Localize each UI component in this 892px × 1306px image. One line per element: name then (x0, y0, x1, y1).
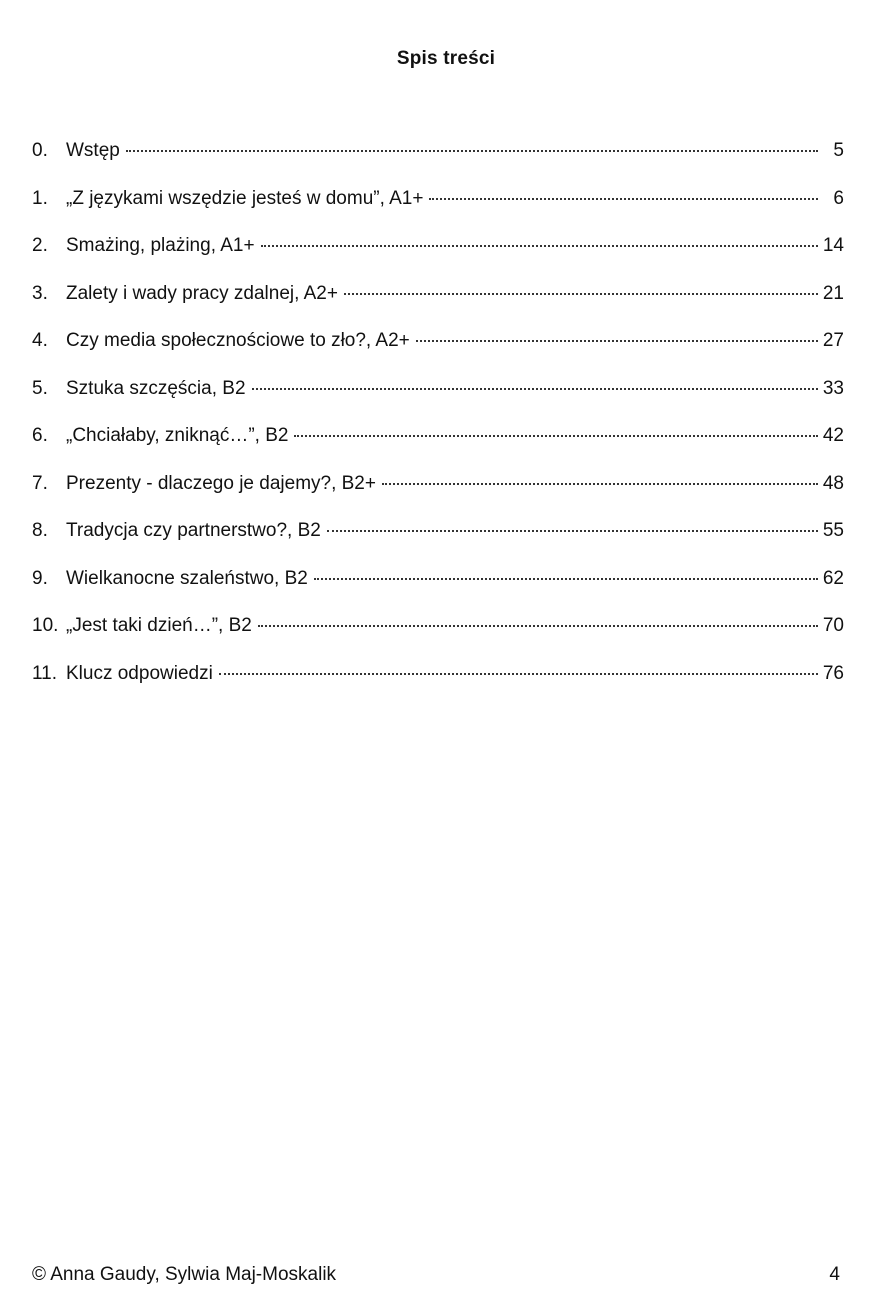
toc-entry-6[interactable] (32, 425, 844, 473)
toc-entry-page: 62 (822, 567, 844, 589)
toc-entry-number: 11. (32, 662, 58, 684)
toc-entry-0[interactable] (32, 140, 844, 188)
toc-entry-title: Wielkanocne szaleństwo, B2 (66, 567, 308, 589)
toc-entry-title: Prezenty - dlaczego je dajemy?, B2+ (66, 472, 376, 494)
toc-entry-page: 70 (822, 615, 844, 636)
dot-leader (126, 149, 818, 152)
toc-entry-number: 6. (32, 425, 48, 446)
toc-entry-number: 1. (32, 187, 48, 209)
toc-entry-page: 33 (822, 377, 844, 399)
toc-entry-page: 5 (833, 140, 844, 161)
page-title: Spis treści (396, 48, 496, 69)
toc-entry-1[interactable] (32, 188, 844, 236)
toc-entry-title: Sztuka szczęścia, B2 (66, 377, 246, 399)
toc-entry-title: „Jest taki dzień…”, B2 (66, 615, 252, 636)
toc-entry-page: 21 (822, 282, 844, 304)
dot-leader (294, 434, 818, 437)
toc-entry-title: Czy media społecznościowe to zło?, A2+ (66, 330, 410, 351)
toc-entry-5[interactable] (32, 378, 844, 426)
toc-entry-11[interactable] (32, 663, 844, 711)
toc-entry-title: Klucz odpowiedzi (66, 662, 213, 684)
toc-entry-number: 7. (32, 472, 48, 494)
toc-entry-title: Wstęp (66, 140, 120, 161)
toc-entry-title: Zalety i wady pracy zdalnej, A2+ (66, 282, 338, 304)
footer-page-number: 4 (829, 1264, 840, 1285)
dot-leader (429, 197, 818, 200)
toc-entry-page: 27 (822, 330, 844, 351)
dot-leader (252, 387, 818, 390)
dot-leader (327, 529, 818, 532)
dot-leader (258, 624, 818, 627)
toc-entry-number: 4. (32, 330, 48, 351)
toc-entry-number: 9. (32, 567, 48, 589)
dot-leader (261, 244, 818, 247)
dot-leader (219, 672, 818, 675)
toc-entry-number: 3. (32, 282, 48, 304)
toc-entry-number: 0. (32, 140, 48, 161)
toc-entry-number: 10. (32, 615, 59, 636)
dot-leader (314, 577, 818, 580)
dot-leader (416, 339, 818, 342)
toc-entry-page: 76 (822, 662, 844, 684)
toc-entry-7[interactable] (32, 473, 844, 521)
toc-entry-number: 2. (32, 235, 48, 256)
table-of-contents (32, 140, 844, 710)
toc-entry-number: 8. (32, 520, 48, 541)
toc-entry-8[interactable] (32, 520, 844, 568)
toc-entry-page: 14 (822, 235, 844, 256)
toc-entry-2[interactable] (32, 235, 844, 283)
toc-entry-title: Smażing, plażing, A1+ (66, 235, 255, 256)
toc-entry-3[interactable] (32, 283, 844, 331)
dot-leader (344, 292, 818, 295)
toc-entry-9[interactable] (32, 568, 844, 616)
toc-entry-title: „Chciałaby, zniknąć…”, B2 (66, 425, 289, 446)
toc-entry-page: 6 (833, 187, 844, 209)
toc-entry-4[interactable] (32, 330, 844, 378)
toc-entry-title: „Z językami wszędzie jesteś w domu”, A1+ (66, 187, 424, 209)
toc-entry-page: 42 (822, 425, 844, 446)
toc-entry-title: Tradycja czy partnerstwo?, B2 (66, 520, 321, 541)
footer-copyright: © Anna Gaudy, Sylwia Maj-Moskalik (32, 1264, 337, 1285)
toc-entry-number: 5. (32, 377, 48, 399)
toc-entry-page: 48 (822, 472, 844, 494)
toc-entry-page: 55 (822, 520, 844, 541)
dot-leader (382, 482, 818, 485)
toc-entry-10[interactable] (32, 615, 844, 663)
